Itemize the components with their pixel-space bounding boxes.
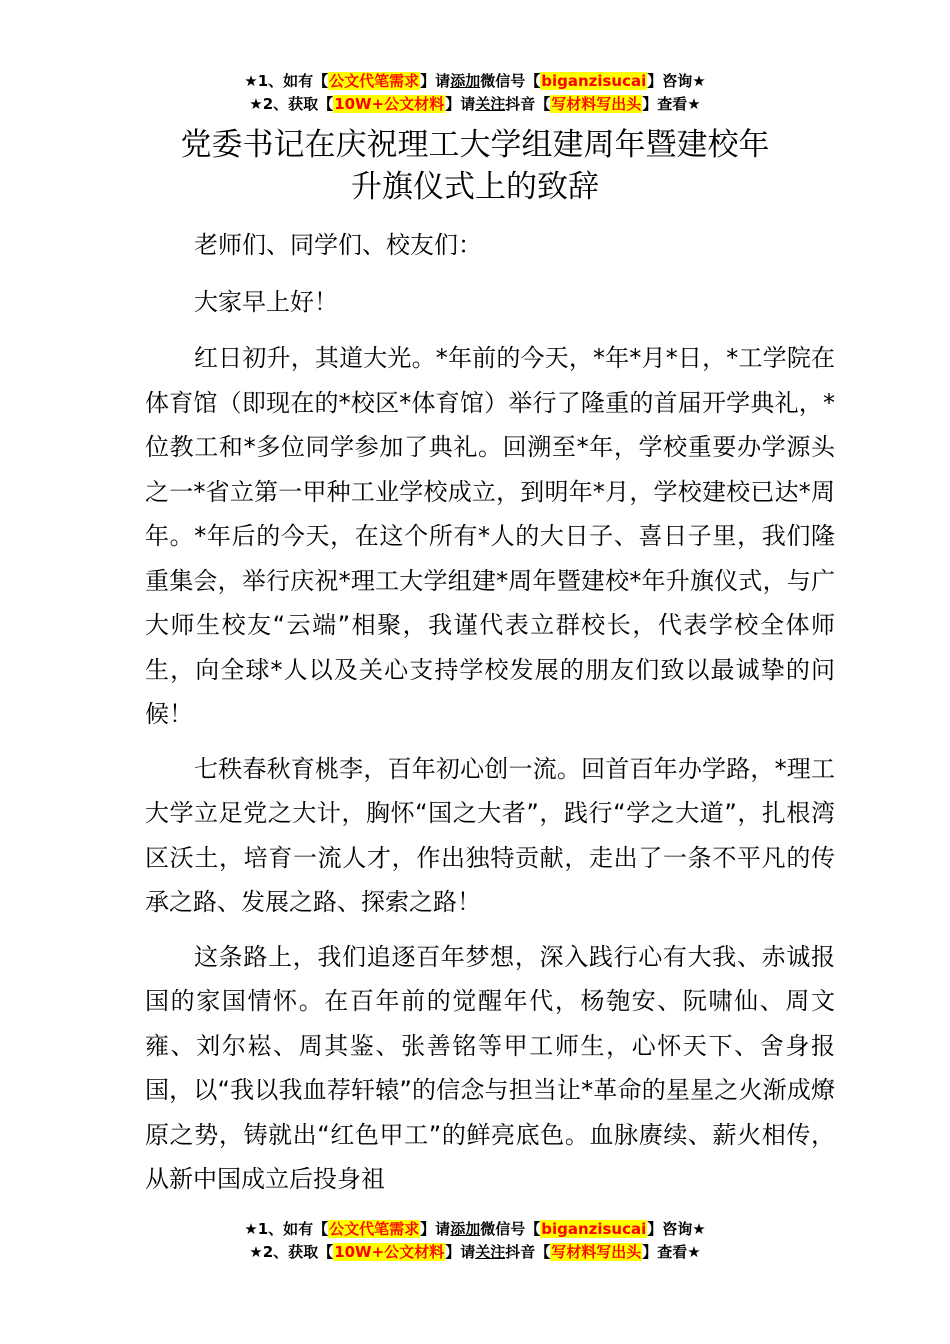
promo-text: 】咨询★ bbox=[647, 72, 706, 90]
promo-highlight: 公文代笔需求 bbox=[329, 1220, 420, 1238]
promo-text: 】请 bbox=[420, 1220, 451, 1238]
document-body bbox=[145, 223, 835, 1212]
body-paragraph: 这条路上，我们追逐百年梦想，深入践行心有大我、赤诚报国的家国情怀。在百年前的觉醒年代，杨匏安、阮啸仙、周文雍、刘尔崧、周其鉴、张善铭等甲工师生，心怀天下、舍身报国，以“我以我血荐轩辕”的信念与担当让*革命的星星之火渐成燎原之势，铸就出“红色甲工”的鲜亮底色。血脉赓续、薪火相传，从新中国成立后投身祖 bbox=[145, 942, 835, 1193]
title-line-1: 党委书记在庆祝理工大学组建周年暨建校年 bbox=[180, 127, 770, 163]
promo-underlined-text: 添加 bbox=[450, 72, 481, 90]
top-promo-banner bbox=[0, 70, 950, 116]
promo-highlight: 公文代笔需求 bbox=[329, 72, 420, 90]
bottom-promo-banner bbox=[0, 1218, 950, 1264]
promo-text: 】请 bbox=[420, 72, 451, 90]
promo-line-1 bbox=[0, 70, 950, 93]
promo-line-2 bbox=[0, 93, 950, 116]
promo-text: ★2、获取【 bbox=[249, 95, 334, 113]
promo-underlined-text: 关注 bbox=[475, 1243, 506, 1261]
promo-text: 抖音【 bbox=[505, 95, 551, 113]
greeting: 大家早上好！ bbox=[194, 287, 338, 316]
promo-underlined-text: 添加 bbox=[450, 1220, 481, 1238]
document-title bbox=[110, 124, 840, 208]
promo-line-1 bbox=[0, 1218, 950, 1241]
title-line-2: 升旗仪式上的致辞 bbox=[351, 169, 599, 205]
promo-douyin-name: 写材料写出头 bbox=[551, 1243, 642, 1261]
promo-text: ★1、如有【 bbox=[244, 72, 329, 90]
promo-text: 】查看★ bbox=[642, 1243, 701, 1261]
promo-underlined-text: 关注 bbox=[475, 95, 506, 113]
promo-highlight: 10W+公文材料 bbox=[334, 1243, 445, 1261]
promo-text: 微信号【 bbox=[480, 72, 541, 90]
promo-text: 】请 bbox=[445, 95, 476, 113]
salutation: 老师们、同学们、校友们： bbox=[194, 231, 482, 259]
promo-wechat-id: biganzisucai bbox=[541, 72, 647, 90]
promo-line-2 bbox=[0, 1241, 950, 1264]
promo-highlight: 10W+公文材料 bbox=[334, 95, 445, 113]
promo-text: 】请 bbox=[445, 1243, 476, 1261]
promo-text: 】查看★ bbox=[642, 95, 701, 113]
promo-text: 抖音【 bbox=[505, 1243, 551, 1261]
promo-douyin-name: 写材料写出头 bbox=[551, 95, 642, 113]
promo-text: 】咨询★ bbox=[647, 1220, 706, 1238]
promo-text: 微信号【 bbox=[480, 1220, 541, 1238]
promo-text: ★1、如有【 bbox=[244, 1220, 329, 1238]
promo-text: ★2、获取【 bbox=[249, 1243, 334, 1261]
body-paragraph: 七秩春秋育桃李，百年初心创一流。回首百年办学路，*理工大学立足党之大计，胸怀“国之大者”，践行“学之大道”，扎根湾区沃土，培育一流人才，作出独特贡献，走出了一条不平凡的传承之路、发展之路、探索之路！ bbox=[145, 754, 835, 916]
promo-wechat-id: biganzisucai bbox=[541, 1220, 647, 1238]
body-paragraph: 红日初升，其道大光。*年前的今天，*年*月*日，*工学院在体育馆（即现在的*校区*体育馆）举行了隆重的首届开学典礼，*位教工和*多位同学参加了典礼。回溯至*年，学校重要办学源头之一*省立第一甲种工业学校成立，到明年*月，学校建校已达*周年。*年后的今天，在这个所有*人的大日子、喜日子里，我们隆重集会，举行庆祝*理工大学组建*周年暨建校*年升旗仪式，与广大师生校友“云端”相聚，我谨代表立群校长，代表学校全体师生，向全球*人以及关心支持学校发展的朋友们致以最诚挚的问候！ bbox=[145, 344, 835, 728]
